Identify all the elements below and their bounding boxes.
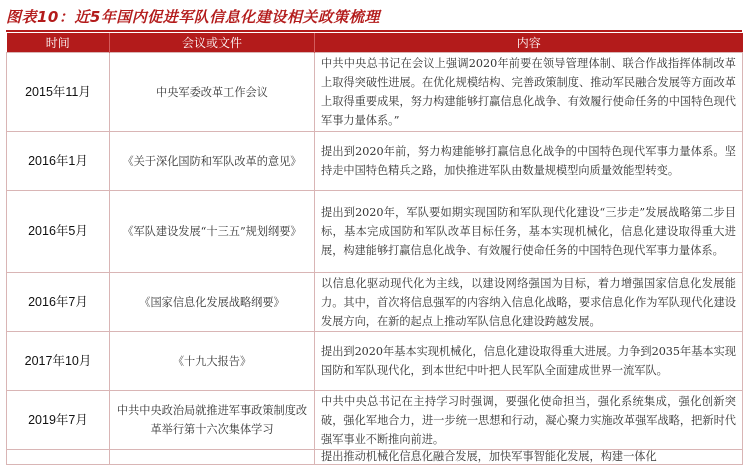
content-cell: 中共中央总书记在主持学习时强调，要强化使命担当，强化系统集成，强化创新突破，强化军地合力，进一步统一思想和行动，凝心聚力实施改革强军战略，把新时代强军事业不断推向前进。 — [315, 391, 743, 450]
table-row — [7, 332, 743, 391]
time-cell: 2015年11月 — [7, 53, 110, 132]
time-cell: 2017年10月 — [7, 332, 110, 391]
time-cell: 2016年7月 — [7, 273, 110, 332]
table-row — [7, 132, 743, 191]
table-row — [7, 191, 743, 273]
table-row — [7, 391, 743, 450]
content-cell: 提出到2020年前，努力构建能够打赢信息化战争的中国特色现代军事力量体系。坚持走中国特色精兵之路，加快推进军队由数量规模型向质量效能型转变。 — [315, 132, 743, 191]
column-header-meeting: 会议或文件 — [110, 33, 315, 53]
policy-table — [6, 33, 743, 465]
column-header-time: 时间 — [7, 33, 110, 53]
time-cell: 2019年7月 — [7, 391, 110, 450]
meeting-cell: 《关于深化国防和军队改革的意见》 — [110, 132, 315, 191]
table-row — [7, 450, 743, 465]
time-cell: 2016年1月 — [7, 132, 110, 191]
meeting-cell: 中央军委改革工作会议 — [110, 53, 315, 132]
content-cell: 中共中央总书记在会议上强调2020年前要在领导管理体制、联合作战指挥体制改革上取得突破性进展。在优化规模结构、完善政策制度、推动军民融合发展等方面改革上取得重要成果，努力构建能够打赢信息化战争、有效履行使命任务的中国特色现代军事力量体系。” — [315, 53, 743, 132]
content-cell: 提出到2020年基本实现机械化，信息化建设取得重大进展。力争到2035年基本实现国防和军队现代化，到本世纪中叶把人民军队全面建成世界一流军队。 — [315, 332, 743, 391]
meeting-cell: 中共中央政治局就推进军事政策制度改革举行第十六次集体学习 — [110, 391, 315, 450]
meeting-cell: 《军队建设发展“十三五”规划纲要》 — [110, 191, 315, 273]
content-cell: 以信息化驱动现代化为主线，以建设网络强国为目标，着力增强国家信息化发展能力。其中，首次将信息强军的内容纳入信息化战略，要求信息化作为军队现代化建设发展方向，在新的起点上推动军队信息化建设跨越发展。 — [315, 273, 743, 332]
title-rule — [6, 30, 742, 32]
table-row — [7, 273, 743, 332]
content-cell: 提出推动机械化信息化融合发展，加快军事智能化发展，构建一体化 — [315, 450, 743, 465]
meeting-cell — [110, 450, 315, 465]
content-cell: 提出到2020年，军队要如期实现国防和军队现代化建设“三步走”发展战略第二步目标，基本完成国防和军队改革目标任务，基本实现机械化，信息化建设取得重大进展，构建能够打赢信息化战争、有效履行使命任务的中国特色现代军事力量体系。 — [315, 191, 743, 273]
time-cell: 2016年5月 — [7, 191, 110, 273]
meeting-cell: 《国家信息化发展战略纲要》 — [110, 273, 315, 332]
column-header-content: 内容 — [315, 33, 743, 53]
figure-title: 图表10：近5年国内促进军队信息化建设相关政策梳理 — [6, 8, 380, 26]
meeting-cell: 《十九大报告》 — [110, 332, 315, 391]
time-cell — [7, 450, 110, 465]
header-row — [7, 33, 743, 53]
table-row — [7, 53, 743, 132]
